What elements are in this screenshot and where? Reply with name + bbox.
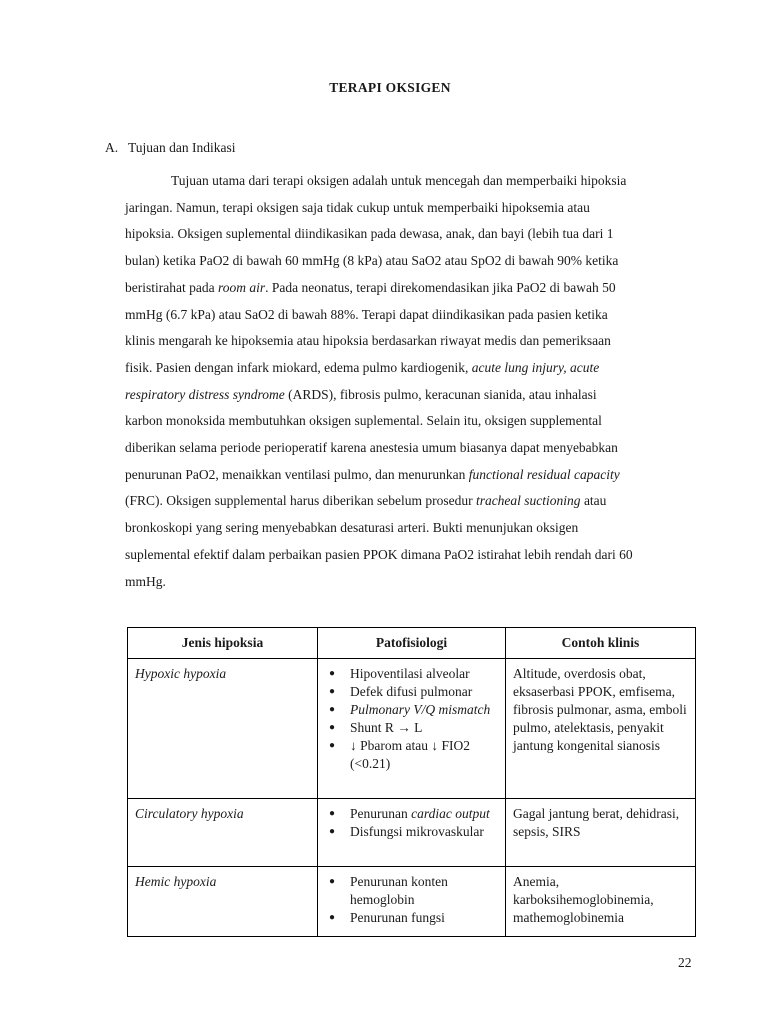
italic-text: Pulmonary V/Q mismatch	[350, 702, 491, 717]
paragraph-line	[125, 408, 700, 435]
hypoxia-type-cell	[128, 659, 318, 799]
text-run: Hipoventilasi alveolar	[350, 666, 470, 681]
paragraph-line	[125, 302, 700, 329]
paragraph-line	[125, 515, 700, 542]
section-heading-text: Tujuan dan Indikasi	[128, 140, 236, 155]
hypoxia-type-cell	[128, 867, 318, 937]
hypoxia-type-cell	[128, 799, 318, 867]
bullet-icon: ●	[329, 740, 336, 751]
hypoxia-type: Circulatory hypoxia	[135, 806, 244, 821]
bullet-icon: ●	[329, 686, 336, 697]
paragraph-line	[125, 221, 700, 248]
hypoxia-type: Hypoxic hypoxia	[135, 666, 227, 681]
text-run: beristirahat pada	[125, 279, 218, 295]
pathophysiology-cell	[318, 799, 506, 867]
bullet-icon: ●	[329, 826, 336, 837]
text-run: Shunt R → L	[350, 720, 423, 735]
paragraph-line	[125, 435, 700, 462]
italic-text: acute lung injury, acute	[471, 359, 600, 375]
bullet-icon: ●	[329, 704, 336, 715]
list-item	[325, 909, 499, 927]
text-run: penurunan PaO2, menaikkan ventilasi pulmo, dan menurunkan	[125, 466, 469, 482]
paragraph-line	[125, 488, 700, 515]
text-run: jaringan. Namun, terapi oksigen saja tidak cukup untuk memperbaiki hipoksemia atau	[125, 199, 590, 215]
text-run: diberikan selama periode perioperatif karena anestesia umum biasanya dapat menyebabkan	[125, 440, 618, 456]
pathophysiology-list	[325, 805, 499, 841]
text-run: ↓ Pbarom atau ↓ FIO2 (<0.21)	[350, 738, 470, 771]
bullet-icon: ●	[329, 722, 336, 733]
italic-text: tracheal suctioning	[475, 493, 581, 509]
list-item	[325, 701, 499, 719]
text-run: Penurunan	[350, 806, 412, 821]
section-letter: A.	[105, 140, 119, 155]
text-run: mmHg.	[125, 573, 166, 589]
list-item	[325, 737, 499, 773]
paragraph-line	[125, 168, 700, 195]
hypoxia-table	[127, 627, 696, 937]
list-item	[325, 683, 499, 701]
list-item	[325, 823, 499, 841]
paragraph-line	[125, 195, 700, 222]
table-header-cell: Patofisiologi	[318, 628, 506, 659]
text-run: Penurunan fungsi	[350, 910, 445, 925]
table-header-row	[128, 628, 696, 659]
list-item	[325, 719, 499, 737]
table-row	[128, 867, 696, 937]
italic-text: cardiac output	[411, 806, 490, 821]
clinical-example-cell: Gagal jantung berat, dehidrasi, sepsis, SIRS	[506, 799, 696, 867]
list-item	[325, 665, 499, 683]
text-run: fisik. Pasien dengan infark miokard, edema pulmo kardiogenik,	[125, 359, 472, 375]
page-title: TERAPI OKSIGEN	[329, 80, 451, 95]
bullet-icon: ●	[329, 912, 336, 923]
bullet-icon: ●	[329, 808, 336, 819]
paragraph-line	[125, 275, 700, 302]
pathophysiology-cell	[318, 867, 506, 937]
text-run: . Pada neonatus, terapi direkomendasikan jika PaO2 di bawah 50	[265, 279, 616, 295]
text-run: bronkoskopi yang sering menyebabkan desaturasi arteri. Bukti menunjukan oksigen	[125, 520, 579, 536]
text-run: Penurunan konten hemoglobin	[350, 874, 448, 907]
hypoxia-type: Hemic hypoxia	[135, 874, 217, 889]
list-item	[325, 873, 499, 909]
bullet-icon: ●	[329, 668, 336, 679]
paragraph-line	[125, 569, 700, 596]
text-run: Tujuan utama dari terapi oksigen adalah untuk mencegah dan memperbaiki hipoksia	[171, 173, 627, 188]
pathophysiology-list	[325, 873, 499, 927]
paragraph-line	[125, 462, 700, 489]
text-run: klinis mengarah ke hipoksemia atau hipoksia berdasarkan riwayat medis dan pemeriksaan	[125, 333, 611, 349]
paragraph-line	[125, 355, 700, 382]
pathophysiology-cell	[318, 659, 506, 799]
paragraph-line	[125, 542, 700, 569]
table-header-cell: Jenis hipoksia	[128, 628, 318, 659]
text-run: suplemental efektif dalam perbaikan pasien PPOK dimana PaO2 istirahat lebih rendah dari 60	[125, 546, 633, 562]
italic-text: respiratory distress syndrome	[125, 386, 285, 402]
text-run: Defek difusi pulmonar	[350, 684, 473, 699]
text-run: atau	[580, 493, 607, 509]
table-header-cell: Contoh klinis	[506, 628, 696, 659]
list-item	[325, 805, 499, 823]
body-paragraph	[125, 168, 700, 595]
text-run: (ARDS), fibrosis pulmo, keracunan sianida, atau inhalasi	[284, 386, 597, 402]
italic-text: room air	[217, 279, 266, 295]
paragraph-line	[125, 328, 700, 355]
italic-text: functional residual capacity	[468, 466, 620, 482]
clinical-example-cell: Altitude, overdosis obat, eksaserbasi PPOK, emfisema, fibrosis pulmonar, asma, emboli pulmo, atelektasis, penyakit jantung kongenital sianosis	[506, 659, 696, 799]
text-run: karbon monoksida membutuhkan oksigen suplemental. Selain itu, oksigen supplemental	[125, 413, 602, 429]
section-heading	[105, 140, 236, 156]
text-run: Disfungsi mikrovaskular	[350, 824, 484, 839]
paragraph-line	[125, 382, 700, 409]
text-run: bulan) ketika PaO2 di bawah 60 mmHg (8 kPa) atau SaO2 atau SpO2 di bawah 90% ketika	[125, 253, 619, 269]
text-run: mmHg (6.7 kPa) atau SaO2 di bawah 88%. Terapi dapat diindikasikan pada pasien ketika	[125, 306, 608, 322]
text-run: hipoksia. Oksigen suplemental diindikasikan pada dewasa, anak, dan bayi (lebih tua dari 1	[125, 226, 614, 242]
table-row	[128, 659, 696, 799]
clinical-example-cell: Anemia, karboksihemoglobinemia, mathemoglobinemia	[506, 867, 696, 937]
pathophysiology-list	[325, 665, 499, 773]
table-row	[128, 799, 696, 867]
text-run: (FRC). Oksigen supplemental harus diberikan sebelum prosedur	[125, 493, 476, 509]
page-number: 22	[678, 955, 692, 970]
paragraph-line	[125, 248, 700, 275]
bullet-icon: ●	[329, 876, 336, 887]
